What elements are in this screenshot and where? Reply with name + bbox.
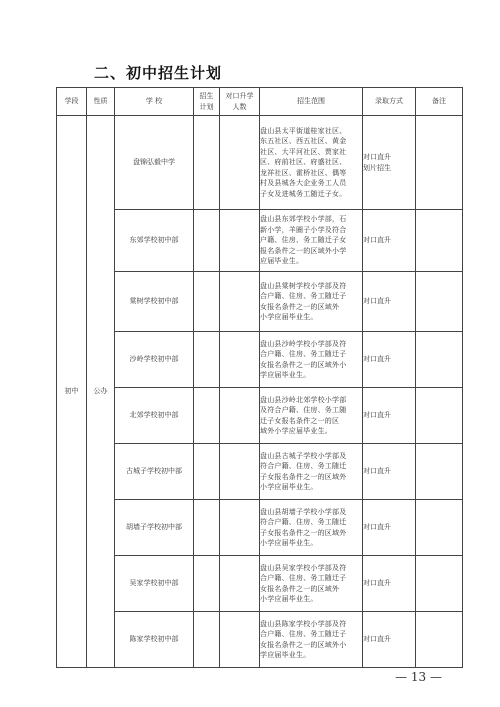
header-school: 学 校	[115, 88, 194, 116]
plan-count-cell	[194, 612, 220, 668]
table-row	[57, 556, 463, 612]
section-heading: 二、初中招生计划	[94, 64, 223, 82]
direct-count-cell	[220, 272, 260, 332]
stage-cell: 初中	[57, 116, 87, 668]
range-line: 合户籍、住房、务工随迁子	[260, 630, 347, 638]
range-cell	[260, 272, 363, 332]
header-method: 录取方式	[363, 88, 416, 116]
plan-count-cell	[194, 388, 220, 444]
range-line: 及符合户籍、住房、务工随	[260, 406, 347, 414]
header-direct-line1: 对口升学	[225, 91, 254, 100]
plan-count-cell	[194, 444, 220, 500]
header-plan-line2: 计划	[199, 102, 214, 111]
range-line: 学应届毕业生。	[260, 371, 311, 379]
method-cell	[363, 612, 416, 668]
note-cell	[416, 556, 463, 612]
method-line: 对口直升	[363, 523, 391, 532]
table-row	[57, 388, 463, 444]
school-name-cell: 古城子学校初中部	[115, 444, 194, 500]
header-note: 备注	[416, 88, 463, 116]
range-cell	[260, 210, 363, 272]
range-line: 学应届毕业生。	[260, 651, 311, 659]
plan-count-cell	[194, 210, 220, 272]
table-row	[57, 500, 463, 556]
direct-count-cell	[220, 116, 260, 210]
range-line: 子女及进城务工随迁子女。	[260, 189, 347, 198]
school-name-cell: 盘锦弘毅中学	[115, 116, 194, 210]
method-cell	[363, 332, 416, 388]
table-row	[57, 210, 463, 272]
range-line: 盘山县棠树学校小学部及符	[260, 281, 347, 290]
range-line: 子女报名条件之一的区域外	[260, 472, 347, 481]
range-line: 盘山县古城子学校小学部及	[260, 451, 347, 460]
table-row	[57, 116, 463, 210]
school-name-cell: 吴家学校初中部	[115, 556, 194, 612]
note-cell	[416, 116, 463, 210]
method-line: 对口直升	[363, 635, 391, 644]
method-cell	[363, 444, 416, 500]
range-cell	[260, 332, 363, 388]
range-line: 社区、大平河社区、贾家社	[260, 147, 347, 156]
method-line: 对口直升	[363, 153, 391, 161]
range-line: 合户籍、住房、务工随迁子	[260, 350, 347, 358]
nature-cell: 公办	[87, 116, 115, 668]
direct-count-cell	[220, 210, 260, 272]
range-cell	[260, 444, 363, 500]
plan-count-cell	[194, 556, 220, 612]
direct-count-cell	[220, 388, 260, 444]
method-cell	[363, 116, 416, 210]
range-line: 龙祥社区、霍桥社区、偶等	[260, 168, 347, 177]
range-line: 盘山县东郊学校小学部，石	[260, 215, 347, 224]
header-direct-count	[220, 88, 260, 116]
method-line: 对口直升	[363, 411, 391, 420]
method-cell	[363, 556, 416, 612]
method-line: 对口直升	[363, 355, 391, 364]
direct-count-cell	[220, 332, 260, 388]
method-line: 划片招生	[363, 163, 391, 172]
range-line: 盘山县胡墙子学校小学部及	[260, 507, 347, 516]
range-line: 子女报名条件之一的区域外	[260, 528, 347, 537]
range-line: 小学应届毕业生。	[260, 595, 318, 603]
range-line: 应届毕业生。	[260, 257, 304, 266]
range-line: 迁子女报名条件之一的区	[260, 416, 340, 425]
range-line: 小学应届毕业生。	[260, 483, 318, 491]
header-nature: 性质	[87, 88, 115, 116]
range-cell	[260, 612, 363, 668]
plan-count-cell	[194, 500, 220, 556]
range-line: 盘山县吴家学校小学部及符	[260, 563, 347, 572]
header-plan	[194, 88, 220, 116]
school-name-cell: 北郊学校初中部	[115, 388, 194, 444]
range-line: 东五社区、西五社区、黄金	[260, 137, 347, 146]
plan-count-cell	[194, 272, 220, 332]
note-cell	[416, 272, 463, 332]
range-line: 符合户籍、住房、务工随迁	[260, 462, 347, 470]
table-row	[57, 612, 463, 668]
plan-count-cell	[194, 332, 220, 388]
range-line: 盘山县沙岭北郊学校小学部	[260, 395, 347, 404]
direct-count-cell	[220, 612, 260, 668]
range-line: 合户籍、住房、务工随迁子	[260, 292, 347, 300]
range-cell	[260, 388, 363, 444]
range-line: 女报名条件之一的区域外	[260, 584, 340, 593]
range-line: 盘山县沙岭学校小学部及符	[260, 339, 347, 348]
range-cell	[260, 556, 363, 612]
plan-count-cell	[194, 116, 220, 210]
table-row	[57, 272, 463, 332]
range-line: 合户籍、住房、务工随迁子	[260, 574, 347, 582]
range-line: 户籍、住房、务工随迁子女	[260, 236, 347, 245]
method-line: 对口直升	[363, 579, 391, 588]
range-line: 域外小学应届毕业生。	[260, 427, 332, 435]
range-line: 女报名条件之一的区域外小	[260, 640, 347, 649]
table-row	[57, 332, 463, 388]
table-header-row	[57, 88, 463, 116]
note-cell	[416, 612, 463, 668]
note-cell	[416, 332, 463, 388]
school-name-cell: 陈家学校初中部	[115, 612, 194, 668]
range-cell	[260, 116, 363, 210]
school-name-cell: 东郊学校初中部	[115, 210, 194, 272]
range-cell	[260, 500, 363, 556]
range-line: 女报名条件之一的区域外	[260, 302, 340, 311]
header-range: 招生范围	[260, 88, 363, 116]
range-line: 区、府前社区、府盛社区、	[260, 158, 347, 167]
note-cell	[416, 210, 463, 272]
direct-count-cell	[220, 556, 260, 612]
method-line: 对口直升	[363, 236, 391, 245]
method-cell	[363, 272, 416, 332]
direct-count-cell	[220, 500, 260, 556]
range-line: 女报名条件之一的区域外小	[260, 360, 347, 369]
range-line: 报名条件之一的区域外小学	[260, 246, 347, 255]
method-cell	[363, 210, 416, 272]
range-line: 小学应届毕业生。	[260, 539, 318, 547]
header-direct-line2: 人数	[232, 102, 247, 111]
range-line: 村及县城各大企业务工人员	[260, 179, 347, 188]
method-line: 对口直升	[363, 467, 391, 476]
note-cell	[416, 444, 463, 500]
school-name-cell: 胡墙子学校初中部	[115, 500, 194, 556]
header-stage: 学段	[57, 88, 87, 116]
range-line: 新小学，羊圈子小学及符合	[260, 225, 347, 234]
range-line: 符合户籍、住房、务工随迁	[260, 518, 347, 526]
range-line: 盘山县太平街道桂家社区、	[260, 126, 347, 135]
page-number: — 13 —	[395, 670, 442, 684]
table-row	[57, 444, 463, 500]
range-line: 盘山县陈家学校小学部及符	[260, 619, 347, 628]
note-cell	[416, 388, 463, 444]
method-cell	[363, 388, 416, 444]
school-name-cell: 棠树学校初中部	[115, 272, 194, 332]
range-line: 小学应届毕业生。	[260, 313, 318, 321]
method-line: 对口直升	[363, 297, 391, 306]
method-cell	[363, 500, 416, 556]
school-name-cell: 沙岭学校初中部	[115, 332, 194, 388]
header-plan-line1: 招生	[199, 91, 214, 100]
note-cell	[416, 500, 463, 556]
enrollment-plan-table	[56, 87, 463, 668]
direct-count-cell	[220, 444, 260, 500]
